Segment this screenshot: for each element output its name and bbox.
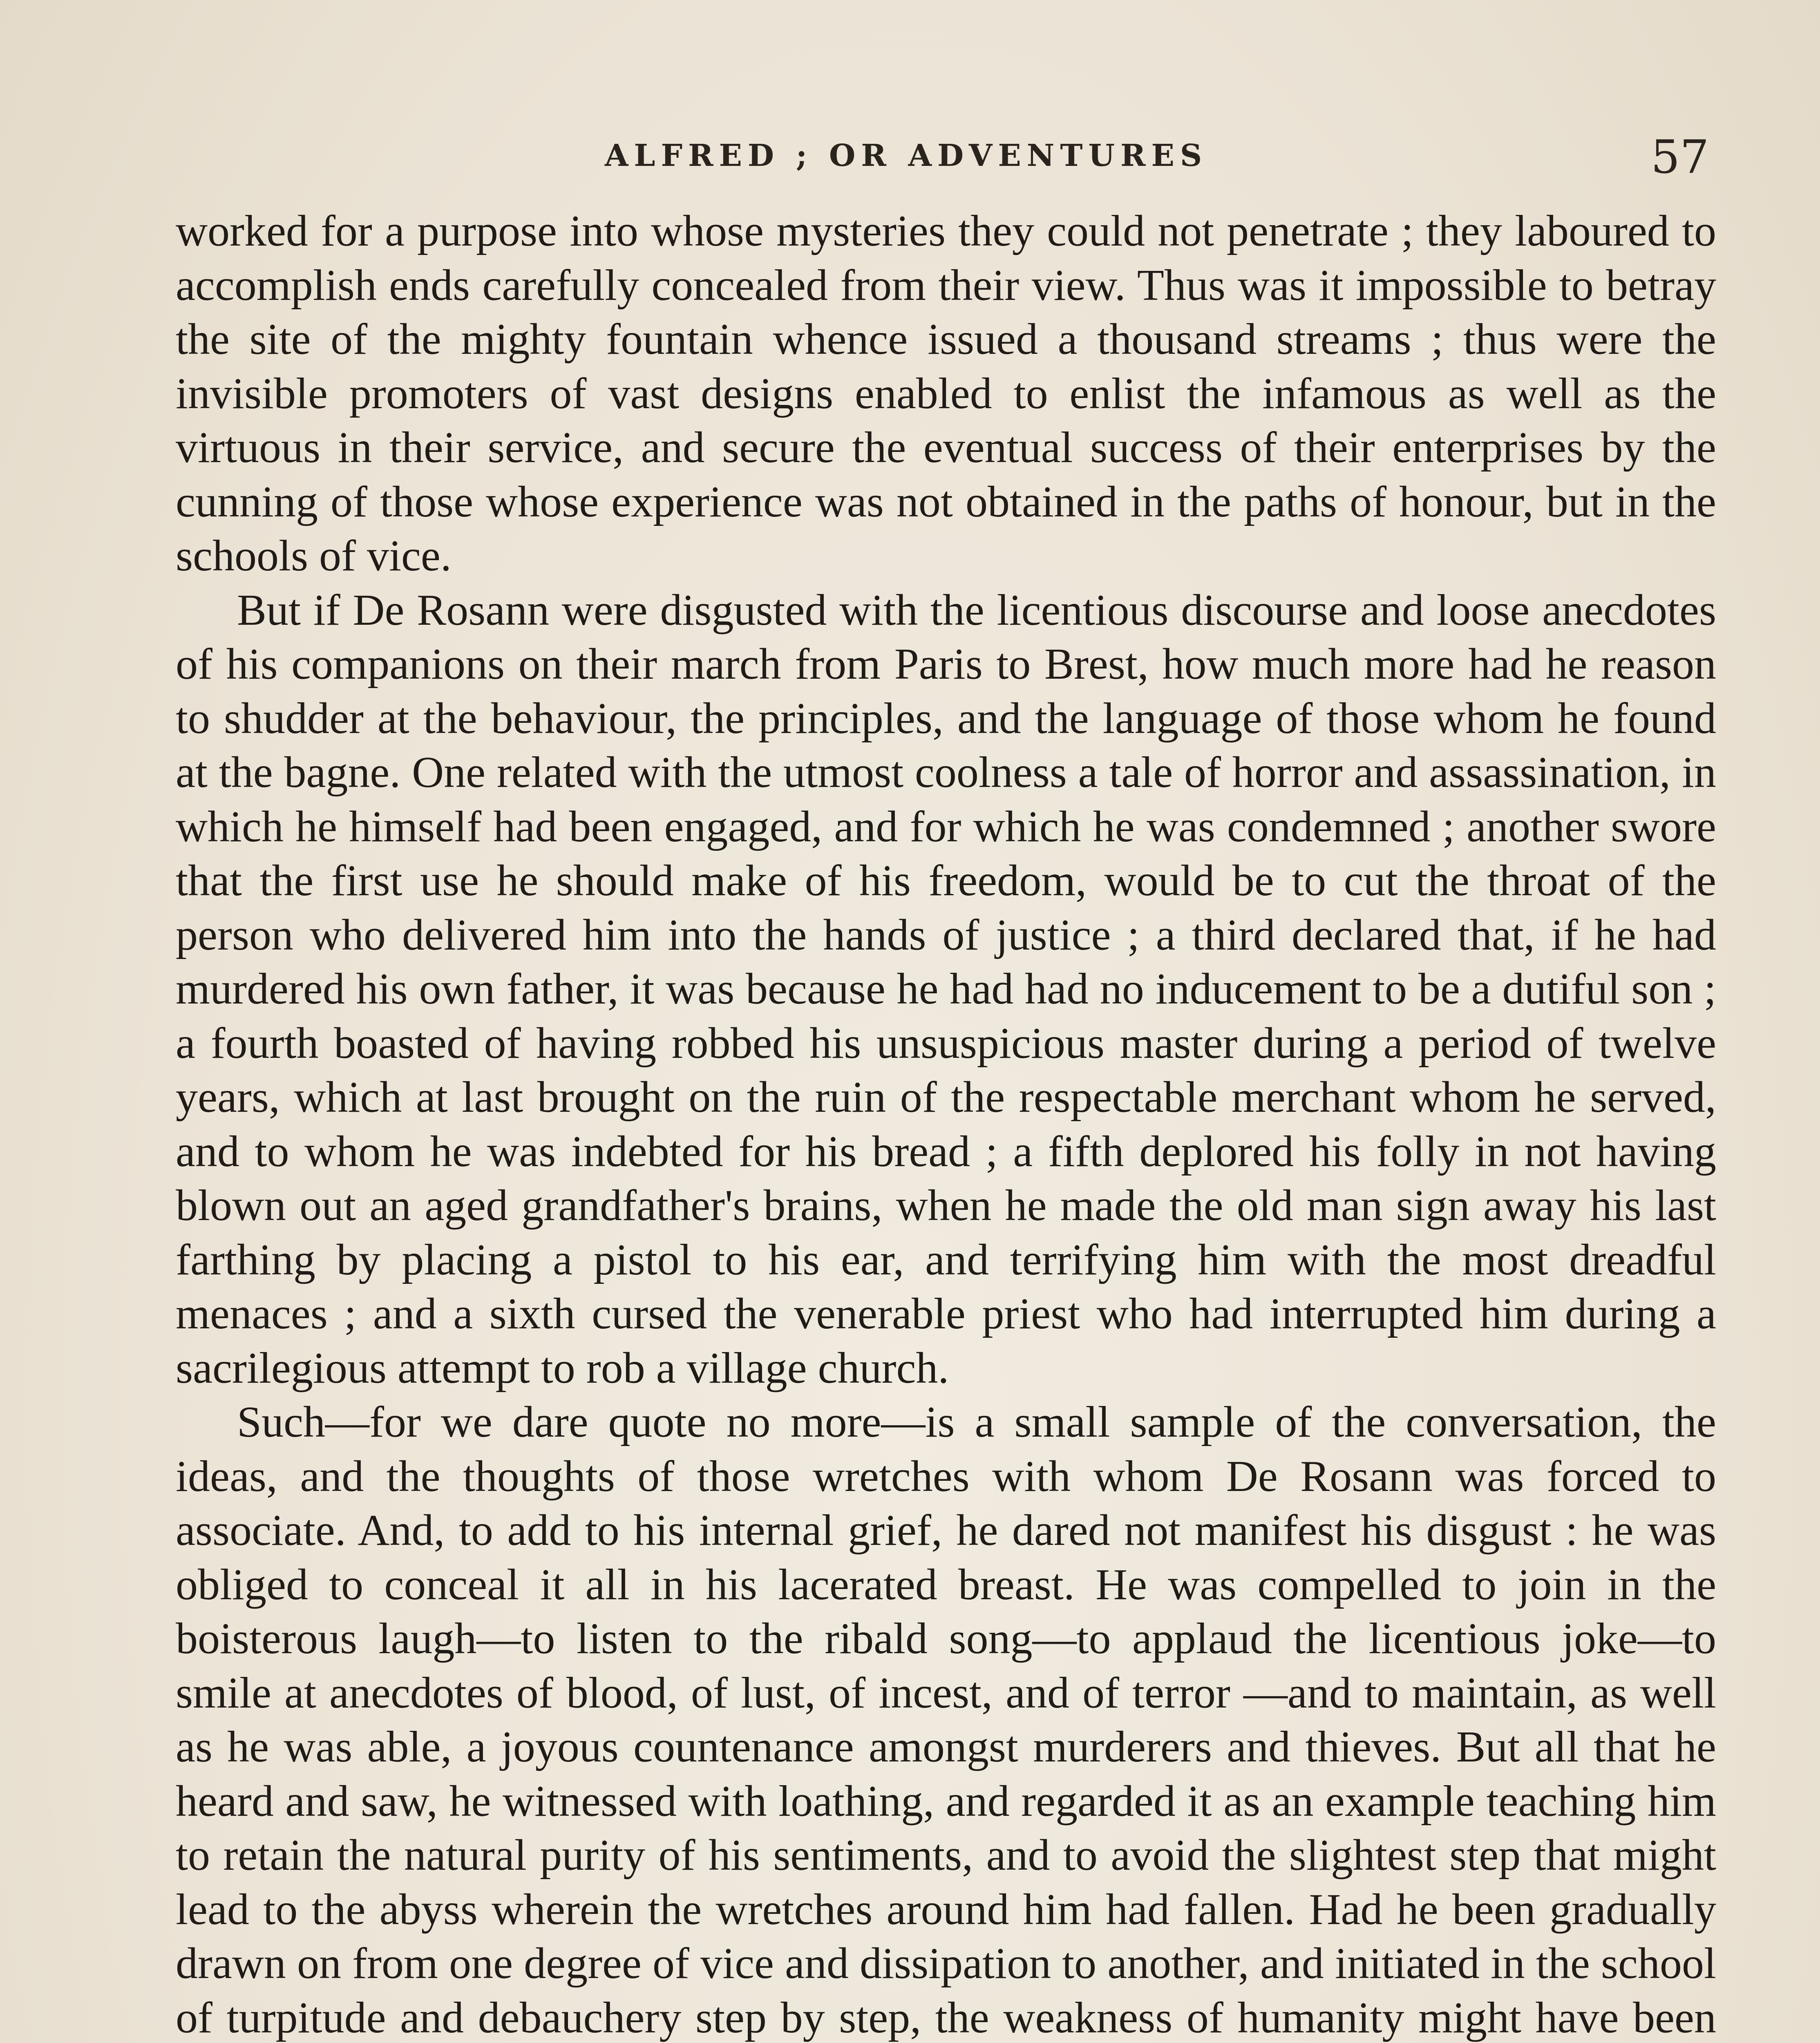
paragraph-1: worked for a purpose into whose mysteries they could not penetrate ; they laboured to accomplish ends carefully concealed from their view. Thus was it impossible to betray the site of the mighty fountain whence issued a thousand streams ; thus were the invisible promoters of vast designs enabled to enlist the infamous as well as the virtuous in their service, and secure the eventual success of their enterprises by the cunning of those whose experience was not obtained in the paths of honour, but in the schools of vice. bbox=[176, 207, 1716, 580]
running-head bbox=[0, 131, 1820, 184]
body-text bbox=[176, 204, 1716, 2043]
paragraph-2: But if De Rosann were disgusted with the licentious discourse and loose anecdotes of his companions on their march from Paris to Brest, how much more had he reason to shudder at the behaviour, the principles, and the language of those whom he found at the bagne. One related with the utmost coolness a tale of horror and assassination, in which he himself had been engaged, and for which he was condemned ; another swore that the first use he should make of his freedom, would be to cut the throat of the person who delivered him into the hands of justice ; a third declared that, if he had murdered his own father, it was because he had had no inducement to be a dutiful son ; a fourth boasted of having robbed his unsuspicious master during a period of twelve years, which at last brought on the ruin of the respectable merchant whom he served, and to whom he was indebted for his bread ; a fifth deplored his folly in not having blown out an aged grandfather's brains, when he made the old man sign away his last farthing by placing a pistol to his ear, and terrifying him with the most dreadful menaces ; and a sixth cursed the venerable priest who had interrupted him during a sacrilegious attempt to rob a village church. bbox=[176, 586, 1716, 1393]
paragraph-3: Such—for we dare quote no more—is a small sample of the conversation, the ideas, and the thoughts of those wretches with whom De Rosann was forced to associate. And, to add to his internal grief, he dared not manifest his disgust : he was obliged to conceal it all in his lacerated breast. He was compelled to join in the boisterous laugh—to listen to the ribald song—to applaud the licentious joke—to smile at anecdotes of blood, of lust, of incest, and of terror —and to maintain, as well as he was able, a joyous countenance amongst murderers and thieves. But all that he heard and saw, he witnessed with loathing, and regarded it as an example teaching him to retain the natural purity of his sentiments, and to avoid the slightest step that might lead to the abyss wherein the wretches around him had fallen. Had he been gradually drawn on from one degree of vice and dissipation to another, and initiated in the school of turpitude and debauchery step by step, the weakness of humanity might have been bbox=[176, 1398, 1716, 2042]
running-title: ALFRED ; OR ADVENTURES bbox=[605, 138, 1208, 173]
page-number: 57 bbox=[1651, 131, 1709, 184]
